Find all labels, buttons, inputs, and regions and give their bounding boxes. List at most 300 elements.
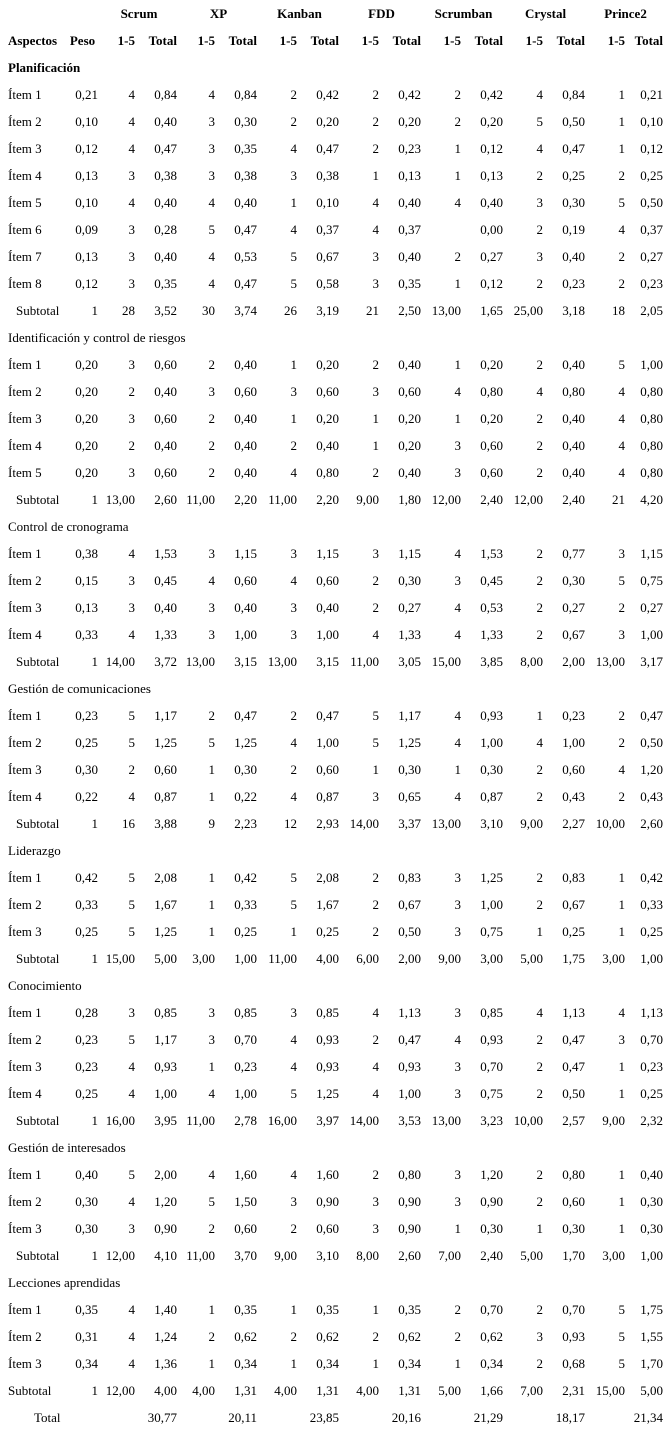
total-header: Total	[474, 32, 504, 48]
total-cell: 0,33	[640, 896, 664, 912]
score-cell: 4	[128, 86, 135, 102]
subtotal-score-cell: 3,00	[602, 950, 626, 966]
score-cell: 2	[372, 86, 379, 102]
score-cell: 3	[128, 1220, 135, 1236]
score-cell: 5	[290, 869, 297, 885]
total-cell: 0,50	[562, 1085, 586, 1101]
total-cell: 0,12	[480, 275, 504, 291]
total-cell: 0,62	[316, 1328, 339, 1344]
score-cell: 1	[454, 167, 461, 183]
score-cell: 3	[128, 572, 135, 588]
score-cell: 3	[454, 1166, 461, 1182]
score-cell: 4	[372, 1004, 379, 1020]
score-cell: 2	[618, 707, 626, 723]
score-cell: 3	[372, 1193, 379, 1209]
total-cell: 1,25	[234, 734, 257, 750]
total-cell: 0,40	[480, 194, 504, 210]
score-cell: 2	[536, 1301, 544, 1317]
item-label: Ítem 3	[8, 140, 42, 156]
score-cell: 2	[372, 1328, 379, 1344]
section-title: Lecciones aprendidas	[8, 1274, 121, 1290]
section-row	[0, 324, 666, 351]
score-cell: 3	[536, 194, 544, 210]
score-cell: 2	[536, 599, 544, 615]
item-label: Ítem 2	[8, 383, 42, 399]
score-cell: 5	[208, 221, 215, 237]
total-cell: 0,00	[480, 221, 504, 237]
score-cell: 4	[454, 788, 461, 804]
subtotal-score-cell: 3,00	[602, 1247, 626, 1263]
score-cell: 1	[618, 1220, 626, 1236]
item-label: Ítem 5	[8, 464, 42, 480]
subtotal-total-cell: 2,78	[234, 1112, 257, 1128]
total-cell: 0,30	[398, 761, 421, 777]
total-cell: 0,10	[640, 113, 664, 129]
subtotal-weight: 1	[91, 302, 98, 318]
score-cell: 5	[128, 896, 135, 912]
total-header: Total	[556, 32, 586, 48]
score-cell: 2	[290, 86, 297, 102]
total-cell: 0,34	[398, 1355, 421, 1371]
total-cell: 0,70	[640, 1031, 664, 1047]
total-header: Total	[634, 32, 664, 48]
total-cell: 0,19	[562, 221, 586, 237]
score-cell: 3	[618, 626, 626, 642]
total-cell: 1,00	[640, 356, 664, 372]
score-cell: 5	[128, 869, 135, 885]
total-cell: 0,30	[562, 1220, 586, 1236]
subtotal-score-cell: 4,00	[192, 1382, 215, 1398]
total-cell: 1,00	[640, 626, 664, 642]
item-row	[0, 1080, 666, 1107]
subtotal-row	[0, 1377, 666, 1404]
total-cell: 0,75	[480, 923, 504, 939]
item-label: Ítem 5	[8, 194, 42, 210]
score-cell: 1	[208, 896, 215, 912]
total-cell: 0,35	[234, 1301, 257, 1317]
score-cell: 3	[128, 275, 135, 291]
total-cell: 0,38	[234, 167, 257, 183]
score-cell: 2	[536, 410, 544, 426]
subtotal-total-cell: 3,15	[234, 653, 257, 669]
total-cell: 0,10	[316, 194, 339, 210]
score-cell: 2	[208, 1328, 215, 1344]
total-cell: 0,21	[640, 86, 664, 102]
score-cell: 5	[618, 194, 626, 210]
score-cell: 3	[290, 383, 297, 399]
score-cell: 5	[290, 896, 297, 912]
subtotal-label: Subtotal	[16, 491, 60, 507]
total-cell: 0,70	[234, 1031, 257, 1047]
total-cell: 0,80	[562, 1166, 586, 1182]
total-cell: 0,25	[234, 923, 257, 939]
total-cell: 1,13	[640, 1004, 664, 1020]
score-cell: 4	[454, 1031, 461, 1047]
total-cell: 0,60	[316, 572, 339, 588]
item-row	[0, 594, 666, 621]
score-cell: 4	[536, 140, 544, 156]
total-cell: 0,40	[234, 194, 257, 210]
total-cell: 1,33	[154, 626, 177, 642]
subtotal-total-cell: 2,50	[398, 302, 421, 318]
total-cell: 1,70	[640, 1355, 664, 1371]
total-cell: 0,25	[316, 923, 339, 939]
total-cell: 2,08	[154, 869, 177, 885]
score-cell: 4	[454, 194, 461, 210]
score-cell: 4	[128, 113, 135, 129]
total-cell: 0,47	[234, 221, 257, 237]
total-cell: 1,60	[316, 1166, 339, 1182]
item-weight: 0,31	[75, 1328, 98, 1344]
total-header: Total	[228, 32, 257, 48]
total-cell: 1,00	[480, 896, 504, 912]
total-cell: 0,85	[154, 1004, 177, 1020]
subtotal-score-cell: 15,00	[595, 1382, 626, 1398]
grand-total-prince2: 21,34	[633, 1409, 664, 1425]
item-row	[0, 729, 666, 756]
item-label: Ítem 4	[8, 437, 42, 453]
item-weight: 0,12	[75, 275, 98, 291]
item-weight: 0,25	[75, 923, 98, 939]
subtotal-total-cell: 3,74	[234, 302, 257, 318]
subtotal-total-cell: 1,66	[480, 1382, 504, 1398]
subtotal-total-cell: 3,53	[398, 1112, 421, 1128]
score-cell: 4	[454, 599, 461, 615]
total-cell: 1,15	[640, 545, 664, 561]
total-cell: 0,38	[316, 167, 339, 183]
total-cell: 0,12	[480, 140, 504, 156]
total-cell: 1,67	[154, 896, 177, 912]
score-cell: 2	[372, 140, 379, 156]
total-cell: 0,80	[640, 437, 664, 453]
method-header-kanban: Kanban	[277, 5, 322, 21]
subtotal-weight: 1	[91, 653, 98, 669]
score-cell: 4	[128, 1085, 135, 1101]
subtotal-score-cell: 7,00	[438, 1247, 461, 1263]
total-cell: 0,25	[562, 167, 586, 183]
subtotal-total-cell: 2,40	[480, 491, 504, 507]
item-label: Ítem 1	[8, 545, 42, 561]
total-cell: 0,84	[154, 86, 177, 102]
score-cell: 3	[208, 383, 215, 399]
subtotal-score-cell: 9,00	[274, 1247, 297, 1263]
total-cell: 0,40	[154, 599, 177, 615]
section-title: Gestión de interesados	[8, 1139, 126, 1155]
score-cell: 5	[128, 923, 135, 939]
subtotal-weight: 1	[91, 1382, 98, 1398]
item-label: Ítem 3	[8, 923, 42, 939]
score-cell: 4	[618, 437, 626, 453]
item-label: Ítem 8	[8, 275, 42, 291]
score-cell: 2	[372, 923, 379, 939]
subtotal-score-cell: 11,00	[186, 491, 215, 507]
total-cell: 0,85	[234, 1004, 257, 1020]
score-cell: 3	[618, 1031, 626, 1047]
score-cell: 3	[128, 599, 135, 615]
item-row	[0, 351, 666, 378]
item-row	[0, 1053, 666, 1080]
score-cell: 1	[372, 1301, 379, 1317]
total-header: Total	[392, 32, 421, 48]
score-cell: 1	[208, 869, 215, 885]
total-cell: 0,60	[562, 1193, 586, 1209]
subtotal-total-cell: 2,93	[316, 815, 339, 831]
score-cell: 2	[372, 1031, 379, 1047]
score-cell: 3	[372, 788, 379, 804]
score-cell: 1	[454, 275, 461, 291]
total-cell: 0,40	[234, 410, 257, 426]
grand-total-kanban: 23,85	[309, 1409, 339, 1425]
score-cell: 4	[290, 734, 297, 750]
total-cell: 0,35	[234, 140, 257, 156]
item-row	[0, 783, 666, 810]
score-cell: 1	[372, 410, 379, 426]
total-cell: 1,36	[154, 1355, 177, 1371]
score-cell: 4	[618, 383, 626, 399]
subtotal-total-cell: 2,60	[640, 815, 664, 831]
subtotal-total-cell: 1,70	[562, 1247, 586, 1263]
score-cell: 2	[536, 869, 544, 885]
total-cell: 0,47	[316, 707, 339, 723]
score-cell: 2	[536, 761, 544, 777]
grand-total-row	[0, 1404, 666, 1431]
score-cell: 2	[536, 437, 544, 453]
total-cell: 0,30	[562, 194, 586, 210]
item-row	[0, 702, 666, 729]
total-cell: 0,50	[640, 194, 664, 210]
grand-total-spacer	[260, 1404, 300, 1431]
subtotal-weight: 1	[91, 1112, 98, 1128]
subtotal-total-cell: 1,00	[640, 950, 664, 966]
score-cell: 2	[372, 1166, 379, 1182]
score-header: 1-5	[525, 32, 544, 48]
total-cell: 0,30	[640, 1193, 664, 1209]
item-label: Ítem 3	[8, 410, 42, 426]
subtotal-label: Subtotal	[16, 653, 60, 669]
total-cell: 1,00	[398, 1085, 421, 1101]
subtotal-score-cell: 10,00	[595, 815, 626, 831]
item-label: Ítem 2	[8, 572, 42, 588]
total-cell: 0,90	[154, 1220, 177, 1236]
subtotal-score-cell: 5,00	[520, 950, 544, 966]
subtotal-total-cell: 3,19	[316, 302, 339, 318]
subtotal-row	[0, 486, 666, 513]
total-cell: 0,20	[480, 410, 504, 426]
total-cell: 1,25	[398, 734, 421, 750]
subtotal-score-cell: 5,00	[520, 1247, 544, 1263]
subtotal-total-cell: 1,75	[562, 950, 586, 966]
score-cell: 2	[372, 869, 379, 885]
score-cell: 2	[290, 1328, 297, 1344]
subtotal-total-cell: 3,18	[562, 302, 586, 318]
item-weight: 0,20	[75, 356, 98, 372]
total-cell: 0,27	[562, 599, 586, 615]
total-cell: 0,60	[154, 356, 177, 372]
total-cell: 0,60	[234, 383, 257, 399]
subtotal-label: Subtotal	[16, 815, 60, 831]
score-cell: 1	[208, 923, 215, 939]
total-cell: 0,62	[398, 1328, 421, 1344]
item-row	[0, 162, 666, 189]
subtotal-score-cell: 8,00	[356, 1247, 379, 1263]
item-row	[0, 999, 666, 1026]
score-cell: 4	[290, 572, 297, 588]
item-weight: 0,34	[75, 1355, 98, 1371]
score-header: 1-5	[197, 32, 215, 48]
total-cell: 0,60	[480, 437, 504, 453]
total-cell: 0,84	[234, 86, 257, 102]
total-cell: 0,25	[640, 167, 664, 183]
score-cell: 3	[454, 896, 461, 912]
subtotal-total-cell: 3,37	[398, 815, 421, 831]
subtotal-score-cell: 14,00	[105, 653, 135, 669]
total-cell: 0,80	[640, 383, 664, 399]
total-cell: 0,60	[398, 383, 421, 399]
score-cell: 2	[128, 383, 135, 399]
subtotal-score-cell: 12,00	[105, 1382, 135, 1398]
total-cell: 0,27	[398, 599, 421, 615]
score-cell: 4	[290, 464, 297, 480]
item-row	[0, 1215, 666, 1242]
total-cell: 0,70	[480, 1058, 504, 1074]
item-weight: 0,20	[75, 437, 98, 453]
item-label: Ítem 3	[8, 1058, 42, 1074]
total-cell: 0,87	[154, 788, 177, 804]
total-cell: 1,33	[480, 626, 504, 642]
total-cell: 1,15	[234, 545, 257, 561]
total-cell: 0,40	[398, 464, 421, 480]
total-cell: 0,58	[316, 275, 339, 291]
item-weight: 0,28	[75, 1004, 98, 1020]
score-cell: 3	[208, 599, 215, 615]
total-cell: 0,27	[480, 248, 504, 264]
total-header: Total	[310, 32, 339, 48]
score-cell: 1	[208, 1301, 215, 1317]
score-cell: 1	[290, 923, 297, 939]
total-cell: 0,27	[640, 248, 664, 264]
score-cell: 2	[208, 464, 215, 480]
score-cell: 2	[536, 1166, 544, 1182]
score-cell: 1	[372, 437, 379, 453]
score-cell: 4	[454, 383, 461, 399]
score-cell: 3	[208, 113, 215, 129]
score-cell: 4	[372, 194, 379, 210]
total-cell: 0,40	[154, 383, 177, 399]
total-cell: 0,20	[316, 356, 339, 372]
total-cell: 0,20	[316, 410, 339, 426]
total-cell: 0,30	[640, 1220, 664, 1236]
grand-total-xp: 20,11	[228, 1409, 257, 1425]
score-cell: 1	[454, 356, 461, 372]
total-cell: 1,17	[154, 707, 177, 723]
subtotal-total-cell: 1,65	[480, 302, 504, 318]
item-label: Ítem 4	[8, 788, 42, 804]
subtotal-label: Subtotal	[16, 1247, 60, 1263]
score-cell: 4	[290, 221, 297, 237]
total-cell: 1,00	[154, 1085, 177, 1101]
total-cell: 1,13	[562, 1004, 586, 1020]
item-row	[0, 432, 666, 459]
item-row	[0, 540, 666, 567]
score-cell: 1	[290, 1355, 297, 1371]
aspects-header: Aspectos	[8, 32, 58, 48]
total-cell: 0,23	[640, 1058, 664, 1074]
score-cell: 1	[618, 923, 626, 939]
subtotal-total-cell: 3,52	[154, 302, 177, 318]
total-cell: 0,40	[562, 437, 586, 453]
item-weight: 0,38	[75, 545, 98, 561]
score-cell: 3	[128, 167, 135, 183]
total-cell: 0,42	[234, 869, 257, 885]
score-cell: 1	[454, 140, 461, 156]
subtotal-total-cell: 1,00	[640, 1247, 664, 1263]
total-cell: 0,43	[640, 788, 664, 804]
score-cell: 1	[618, 1058, 626, 1074]
method-header-scrum: Scrum	[120, 5, 158, 21]
total-cell: 0,34	[480, 1355, 504, 1371]
total-cell: 0,47	[316, 140, 339, 156]
score-cell: 3	[454, 437, 461, 453]
score-cell: 4	[128, 1355, 135, 1371]
total-cell: 1,00	[234, 1085, 257, 1101]
score-cell: 3	[454, 1085, 461, 1101]
score-cell: 5	[618, 1301, 626, 1317]
total-cell: 0,93	[562, 1328, 586, 1344]
total-cell: 0,42	[480, 86, 504, 102]
score-cell: 1	[618, 140, 626, 156]
score-cell: 2	[372, 572, 379, 588]
subtotal-total-cell: 2,60	[398, 1247, 421, 1263]
total-cell: 1,25	[154, 734, 177, 750]
score-cell: 4	[454, 707, 461, 723]
score-cell: 3	[208, 626, 215, 642]
score-header: 1-5	[279, 32, 297, 48]
total-cell: 1,75	[640, 1301, 664, 1317]
score-cell: 3	[536, 1328, 544, 1344]
score-cell: 3	[208, 545, 215, 561]
score-cell: 2	[536, 356, 544, 372]
subtotal-total-cell: 4,00	[154, 1382, 177, 1398]
total-cell: 0,40	[562, 356, 586, 372]
subtotal-score-cell: 21	[366, 302, 379, 318]
total-cell: 1,00	[480, 734, 504, 750]
score-cell: 3	[128, 1004, 135, 1020]
score-cell: 4	[536, 1004, 544, 1020]
subtotal-score-cell: 9	[208, 815, 215, 831]
score-cell: 2	[372, 464, 379, 480]
total-cell: 0,40	[234, 437, 257, 453]
score-cell: 4	[290, 1166, 297, 1182]
total-cell: 0,37	[640, 221, 664, 237]
total-cell: 0,60	[480, 464, 504, 480]
item-weight: 0,30	[75, 1193, 98, 1209]
subtotal-score-cell: 11,00	[268, 950, 297, 966]
method-header-prince2: Prince2	[604, 5, 647, 21]
total-cell: 0,27	[640, 599, 664, 615]
score-cell: 2	[536, 788, 544, 804]
score-cell: 1	[372, 1355, 379, 1371]
score-cell: 1	[454, 761, 461, 777]
score-cell: 1	[454, 1220, 461, 1236]
total-cell: 1,15	[398, 545, 421, 561]
score-cell: 1	[290, 410, 297, 426]
total-cell: 0,84	[562, 86, 586, 102]
score-cell: 2	[454, 86, 461, 102]
total-cell: 0,20	[480, 356, 504, 372]
total-cell: 1,33	[398, 626, 421, 642]
total-cell: 0,22	[234, 788, 257, 804]
score-cell: 2	[290, 707, 297, 723]
